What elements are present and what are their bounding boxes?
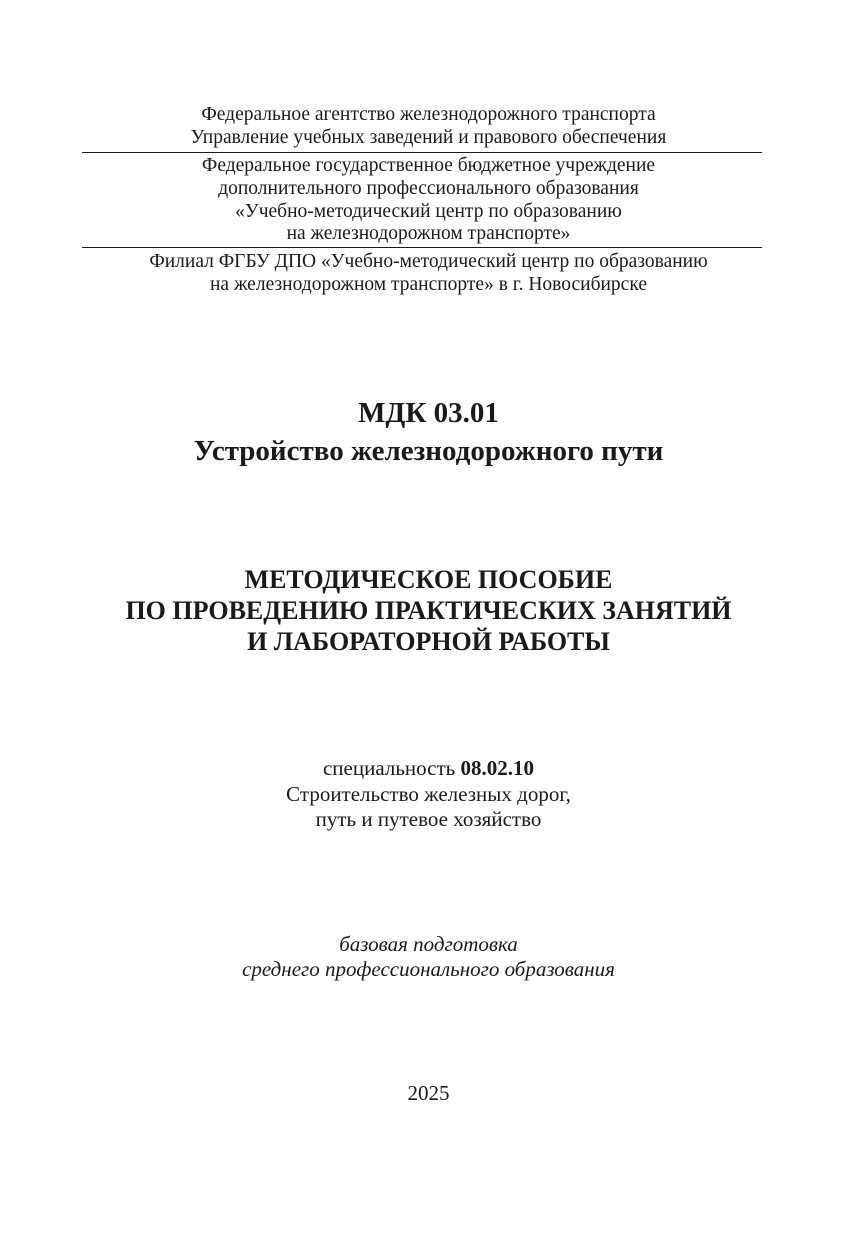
specialty-line [0,758,857,779]
specialty-code: 08.02.10 [460,756,534,780]
course-name: Устройство железнодорожного пути [193,435,664,467]
training-level-line-2: среднего профессионального образования [242,957,615,981]
training-level-line-1: базовая подготовка [339,932,518,956]
course-code: МДК 03.01 [358,397,499,429]
header-divider-top [82,152,762,153]
header-divider-bottom [82,247,762,248]
institution-line-3: «Учебно-методический центр по образованию [235,201,622,222]
document-type-line-3: И ЛАБОРАТОРНОЙ РАБОТЫ [247,627,610,656]
document-type-line-1: МЕТОДИЧЕСКОЕ ПОСОБИЕ [244,565,613,594]
institution-line-4: на железнодорожном транспорте» [286,223,571,244]
document-type-line-2: ПО ПРОВЕДЕНИЮ ПРАКТИЧЕСКИХ ЗАНЯТИЙ [125,596,732,625]
specialty-name-line-1: Строительство железных дорог, [286,782,571,806]
specialty-name-line-2: путь и путевое хозяйство [315,807,542,831]
specialty-label: специальность [322,756,456,780]
branch-line-2: на железнодорожном транспорте» в г. Новосибирске [210,274,647,295]
agency-name: Федеральное агентство железнодорожного транспорта [201,104,656,125]
publication-year: 2025 [407,1081,450,1105]
branch-line-1: Филиал ФГБУ ДПО «Учебно-методический центр по образованию [149,251,708,272]
institution-line-2: дополнительного профессионального образования [218,178,639,199]
institution-line-1: Федеральное государственное бюджетное учреждение [201,155,656,176]
agency-department: Управление учебных заведений и правового обеспечения [190,127,667,148]
